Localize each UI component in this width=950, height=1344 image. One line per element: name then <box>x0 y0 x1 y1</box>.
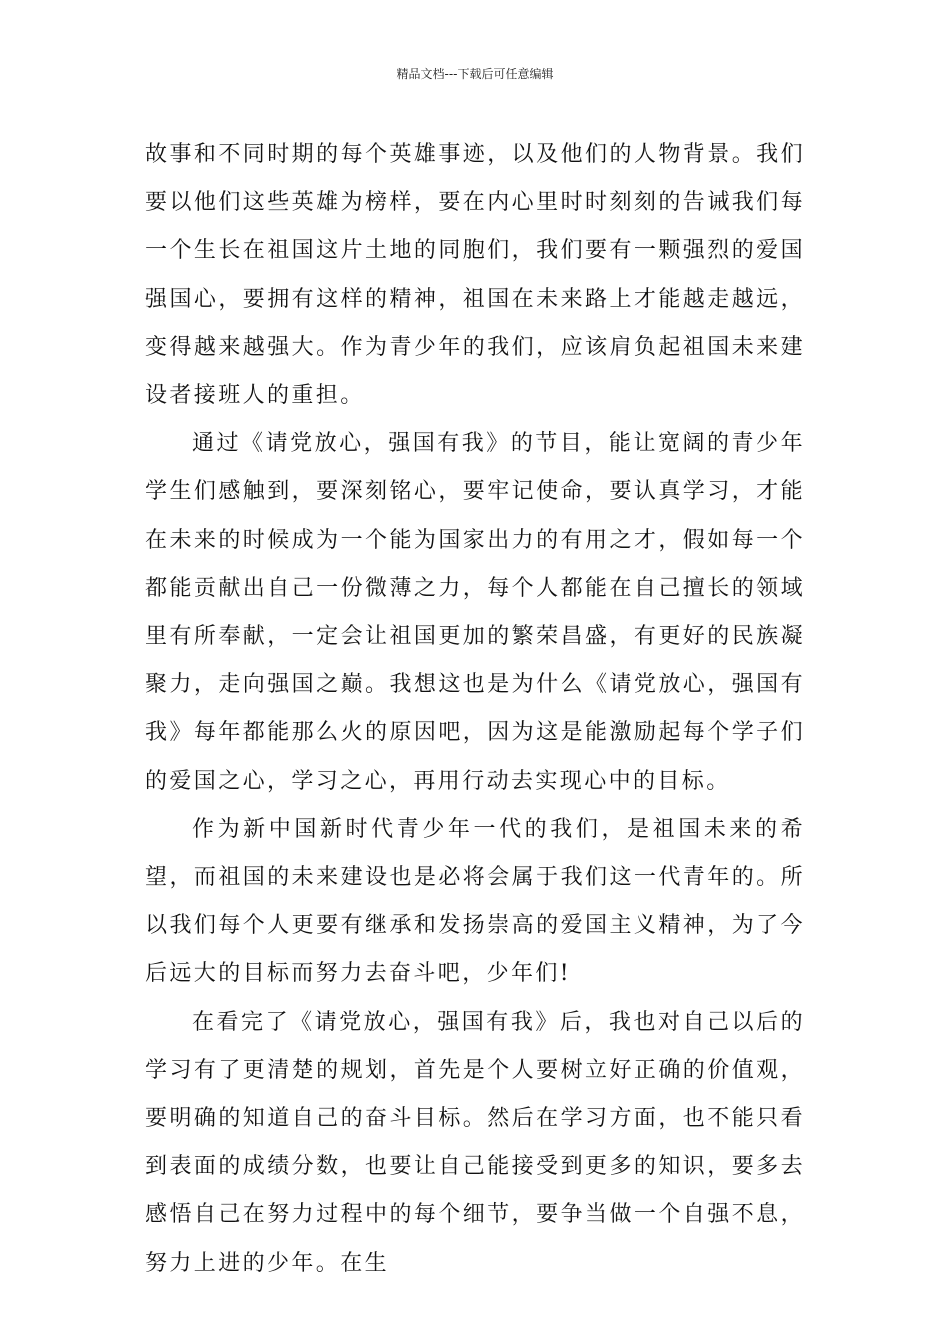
paragraph-4: 在看完了《请党放心，强国有我》后，我也对自己以后的学习有了更清楚的规划，首先是个人要树立好正确的价值观，要明确的知道自己的奋斗目标。然后在学习方面，也不能只看到表面的成绩分数，也要让自己能接受到更多的知识，要多去感悟自己在努力过程中的每个细节，要争当做一个自强不息，努力上进的少年。在生 <box>145 1009 805 1276</box>
page-header: 精品文档---下载后可任意编辑 <box>396 67 554 81</box>
paragraph-2: 通过《请党放心，强国有我》的节目，能让宽阔的青少年学生们感触到，要深刻铭心，要牢记使命，要认真学习，才能在未来的时候成为一个能为国家出力的有用之才，假如每一个都能贡献出自己一份微薄之力，每个人都能在自己擅长的领域里有所奉献，一定会让祖国更加的繁荣昌盛，有更好的民族凝聚力，走向强国之巅。我想这也是为什么《请党放心，强国有我》每年都能那么火的原因吧，因为这是能激励起每个学子们的爱国之心，学习之心，再用行动去实现心中的目标。 <box>145 431 805 794</box>
document-body <box>145 131 805 1288</box>
paragraph-3: 作为新中国新时代青少年一代的我们，是祖国未来的希望，而祖国的未来建设也是必将会属于我们这一代青年的。所以我们每个人更要有继承和发扬崇高的爱国主义精神，为了今后远大的目标而努力去奋斗吧，少年们! <box>145 816 805 987</box>
paragraph-1: 故事和不同时期的每个英雄事迹，以及他们的人物背景。我们要以他们这些英雄为榜样，要在内心里时时刻刻的告诫我们每一个生长在祖国这片土地的同胞们，我们要有一颗强烈的爱国强国心，要拥有这样的精神，祖国在未来路上才能越走越远，变得越来越强大。作为青少年的我们，应该肩负起祖国未来建设者接班人的重担。 <box>145 142 805 409</box>
